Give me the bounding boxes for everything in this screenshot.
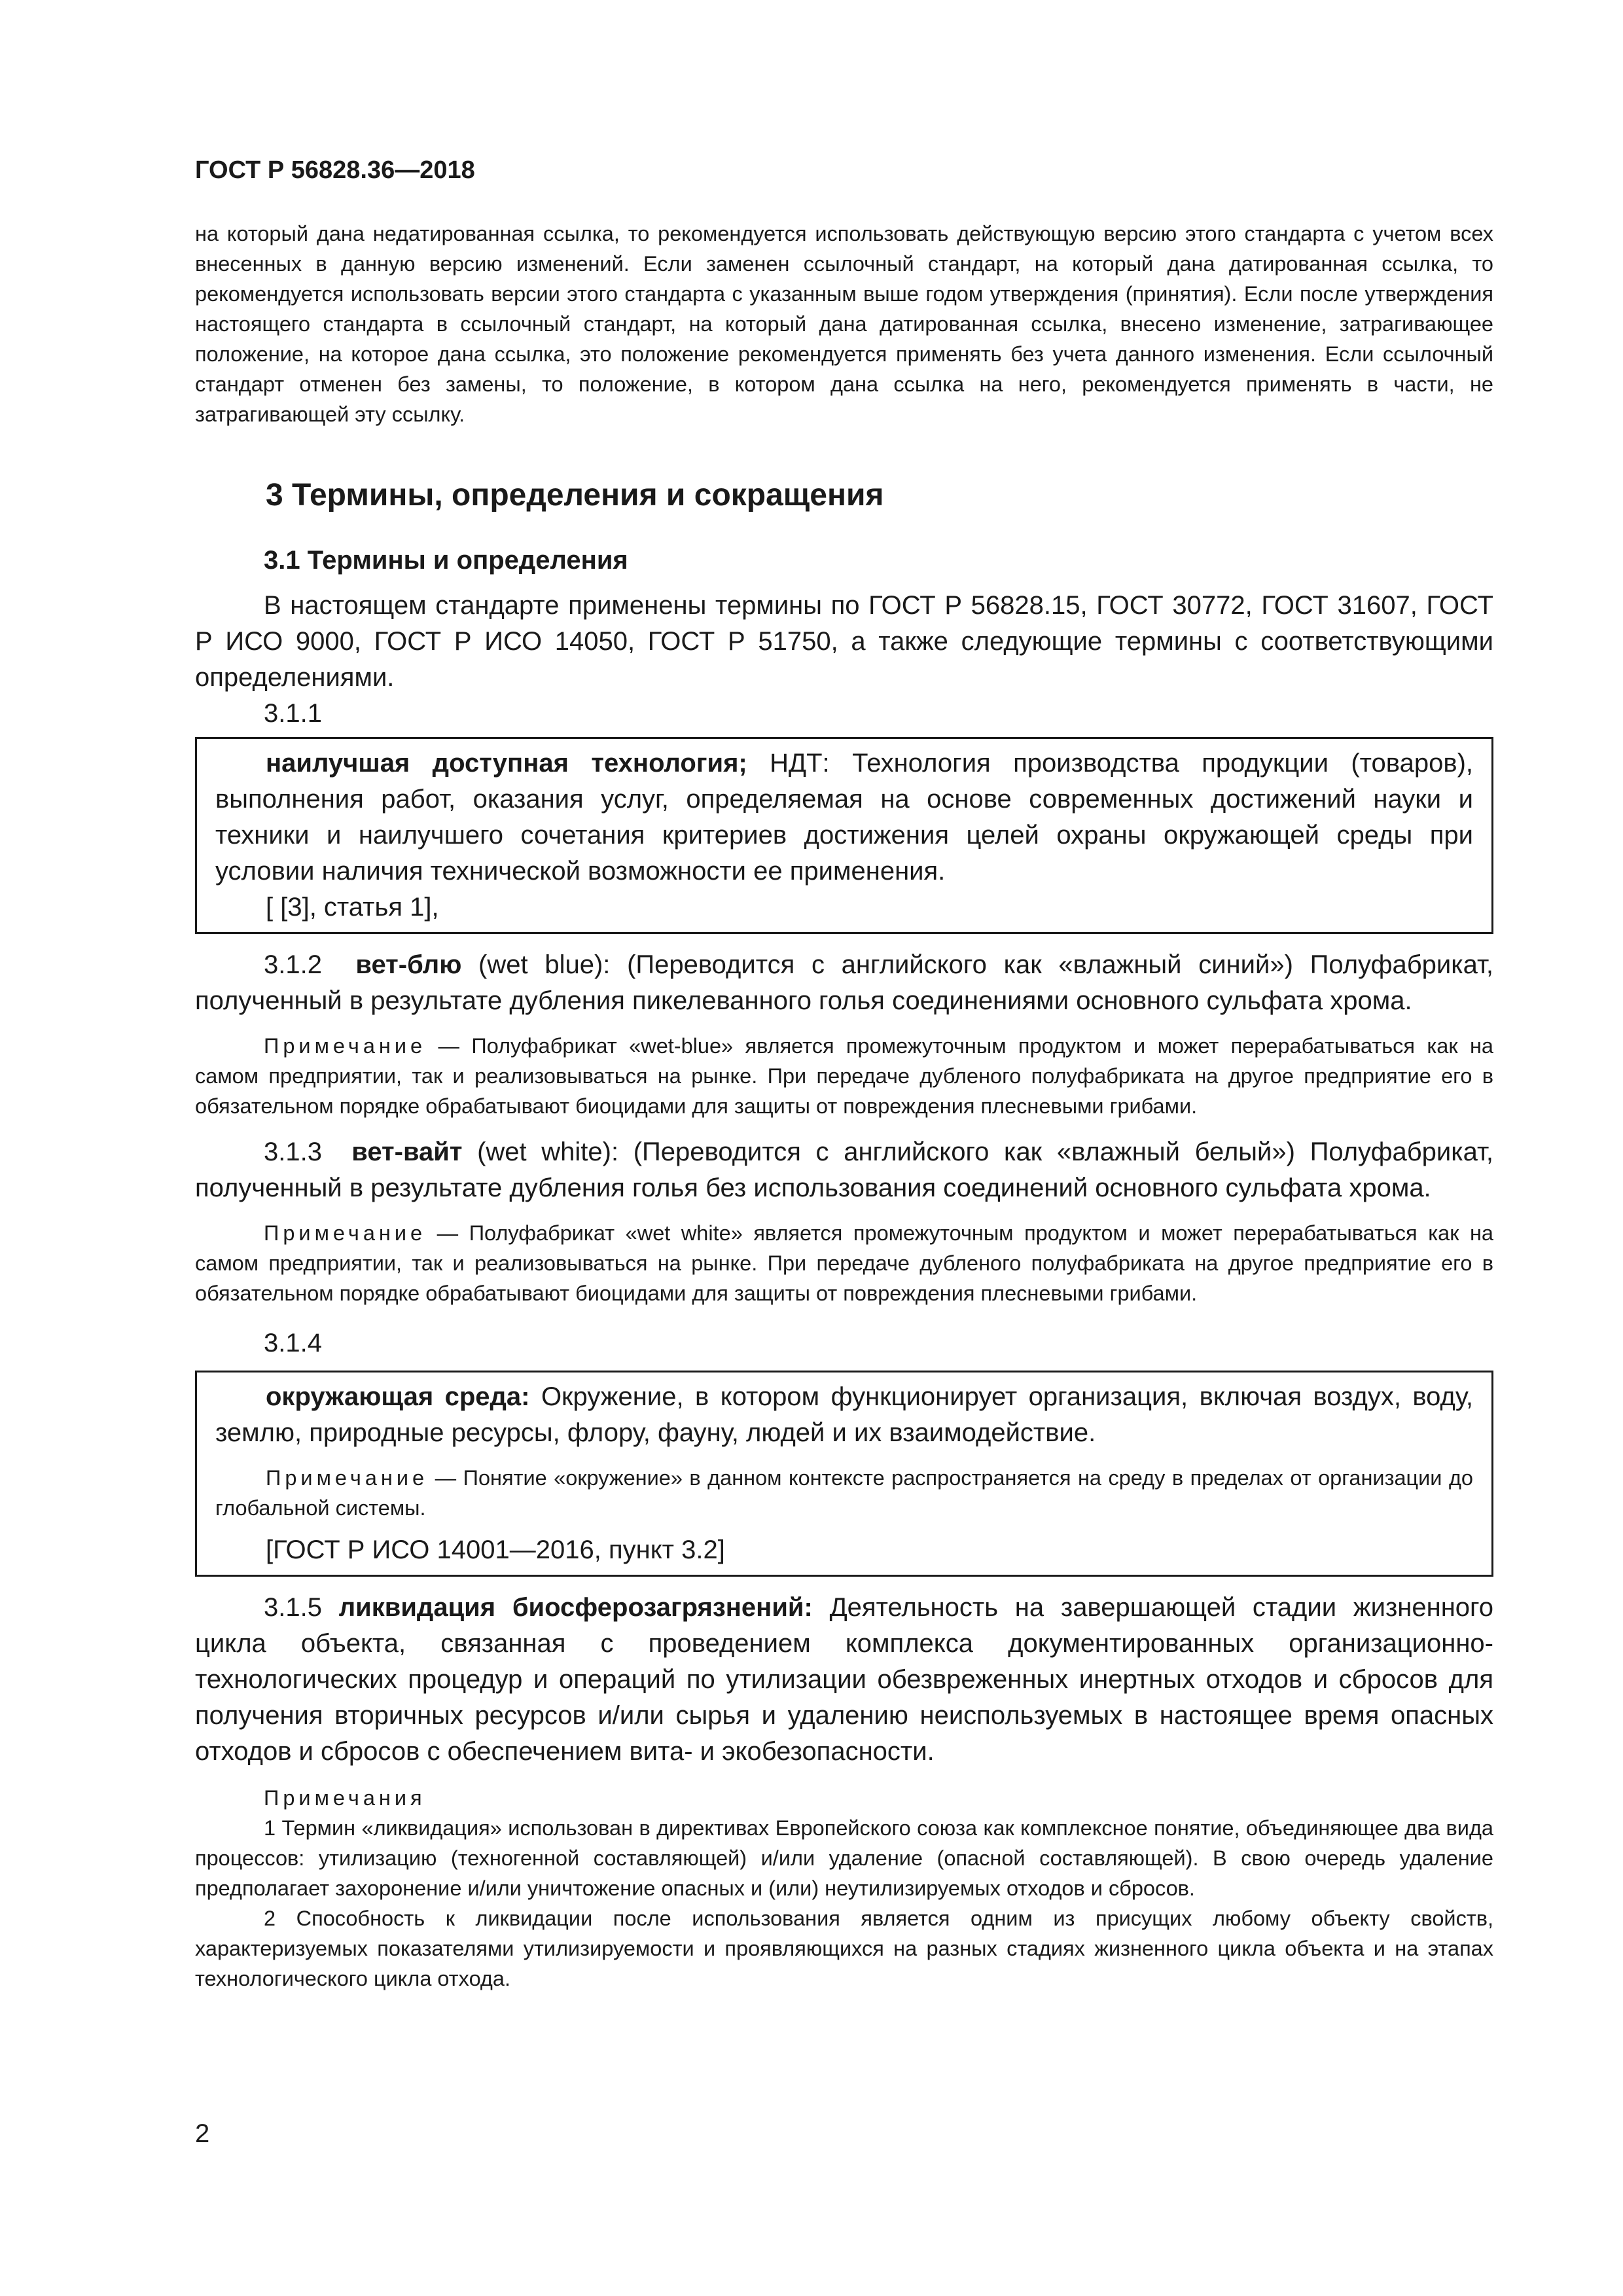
term-definition-312 [195, 947, 1493, 1019]
subsection-title: 3.1 Термины и определения [264, 546, 628, 575]
term-note-313 [195, 1218, 1493, 1308]
term-name-315: ликвидация биосферозагрязнений: [338, 1593, 813, 1622]
term-number-311: 3.1.1 [264, 699, 322, 728]
note-label-313: Примечание [264, 1221, 427, 1245]
term-number-313: 3.1.3 [264, 1138, 322, 1166]
term-text-314: Окружение, в котором функционирует организация, включая воздух, воду, землю, природные ресурсы, флору, фауну, людей и их взаимодействие. [215, 1382, 1473, 1447]
term-text-315: Деятельность на завершающей стадии жизненного цикла объекта, связанная с проведением комплекса документированных организационно-технологических процедур и операций по утилизации обезвреженных инертных отходов и сбросов для получения вторичных ресурсов и/или сырья и удалению неиспользуемых в настоящее время опасных отходов и сбросов с обеспечением вита- и экобезопасности. [195, 1593, 1493, 1766]
intro-paragraph: на который дана недатированная ссылка, то рекомендуется использовать действующую версию этого стандарта с учетом всех внесенных в данную версию изменений. Если заменен ссылочный стандарт, на который дана датированная ссылка, то рекомендуется использовать версии этого стандарта с указанным выше годом утверждения (принятия). Если после утверждения настоящего стандарта в ссылочный стандарт, на который дана датированная ссылка, внесено изменение, затрагивающее положение, на которое дана ссылка, это положение рекомендуется применять без учета данного изменения. Если ссылочный стандарт отменен без замены, то положение, в котором дана ссылка на него, рекомендуется применять в части, не затрагивающей эту ссылку. [195, 222, 1493, 426]
document-page [195, 154, 1493, 1994]
term-note-314 [215, 1463, 1473, 1523]
term-box-314 [195, 1371, 1493, 1577]
document-header: ГОСТ Р 56828.36—2018 [195, 156, 475, 184]
terms-intro-paragraph: В настоящем стандарте применены термины по ГОСТ Р 56828.15, ГОСТ 30772, ГОСТ 31607, ГОСТ Р ИСО 9000, ГОСТ Р ИСО 14050, ГОСТ Р 51750, а также следующие термины с соответствующими определениями. [195, 591, 1493, 692]
term-box-311 [195, 737, 1493, 934]
term-note2-315: 2 Способность к ликвидации после использования является одним из присущих любому объекту свойств, характеризуемых показателями утилизируемости и проявляющихся на разных стадиях жизненного цикла объекта и на этапах технологического цикла отхода. [195, 1907, 1493, 1990]
term-number-314: 3.1.4 [264, 1329, 322, 1357]
term-citation-314: [ГОСТ Р ИСО 14001—2016, пункт 3.2] [266, 1535, 725, 1564]
section-title: 3 Термины, определения и сокращения [266, 478, 884, 512]
term-name-312: вет-блю [355, 950, 462, 979]
note-text-313: — Полуфабрикат «wet white» является промежуточным продуктом и может перерабатываться как на самом предприятии, так и реализовываться на рынке. При передаче дубленого полуфабриката на другое предприятие его в обязательном порядке обрабатывают биоцидами для защиты от повреждения плесневыми грибами. [195, 1221, 1493, 1305]
term-note1-315: 1 Термин «ликвидация» использован в директивах Европейского союза как комплексное понятие, объединяющее два вида процессов: утилизацию (техногенной составляющей) и/или удаление (опасной составляющей). В свою очередь удаление предполагает захоронение и/или уничтожение опасных и (или) неутилизируемых отходов и сбросов. [195, 1816, 1493, 1900]
notes-label-315: Примечания [264, 1786, 426, 1810]
term-name-314: окружающая среда: [266, 1382, 530, 1411]
note-text-314: — Понятие «окружение» в данном контексте распространяется на среду в пределах от организации до глобальной системы. [215, 1466, 1473, 1520]
term-definition-314 [215, 1379, 1473, 1451]
term-text-312: (wet blue): (Переводится с английского как «влажный синий») Полуфабрикат, полученный в результате дубления пикелеванного голья соединениями основного сульфата хрома. [195, 950, 1494, 1015]
term-number-315: 3.1.5 [264, 1593, 322, 1622]
term-note-312 [195, 1031, 1493, 1121]
term-citation-311: [ [3], статья 1], [266, 893, 439, 922]
term-text-311: НДТ: Технология производства продукции (товаров), выполнения работ, оказания услуг, определяемая на основе современных достижений науки и техники и наилучшего сочетания критериев достижения целей охраны окружающей среды при условии наличия технической возможности ее применения. [215, 749, 1474, 886]
term-definition-311 [215, 745, 1473, 889]
note-label-314: Примечание [266, 1466, 429, 1490]
note-label-312: Примечание [264, 1034, 427, 1058]
note-text-312: — Полуфабрикат «wet-blue» является промежуточным продуктом и может перерабатываться как на самом предприятии, так и реализовываться на рынке. При передаче дубленого полуфабриката на другое предприятие его в обязательном порядке обрабатывают биоцидами для защиты от повреждения плесневыми грибами. [195, 1034, 1493, 1118]
term-definition-315 [195, 1590, 1493, 1770]
term-name-313: вет-вайт [351, 1138, 463, 1166]
term-name-311: наилучшая доступная технология; [266, 749, 747, 778]
term-text-313: (wet white): (Переводится с английского как «влажный белый») Полуфабрикат, полученный в результате дубления голья без использования соединений основного сульфата хрома. [195, 1138, 1493, 1202]
page-number: 2 [195, 2119, 210, 2148]
term-number-312: 3.1.2 [264, 950, 322, 979]
term-definition-313 [195, 1134, 1493, 1206]
